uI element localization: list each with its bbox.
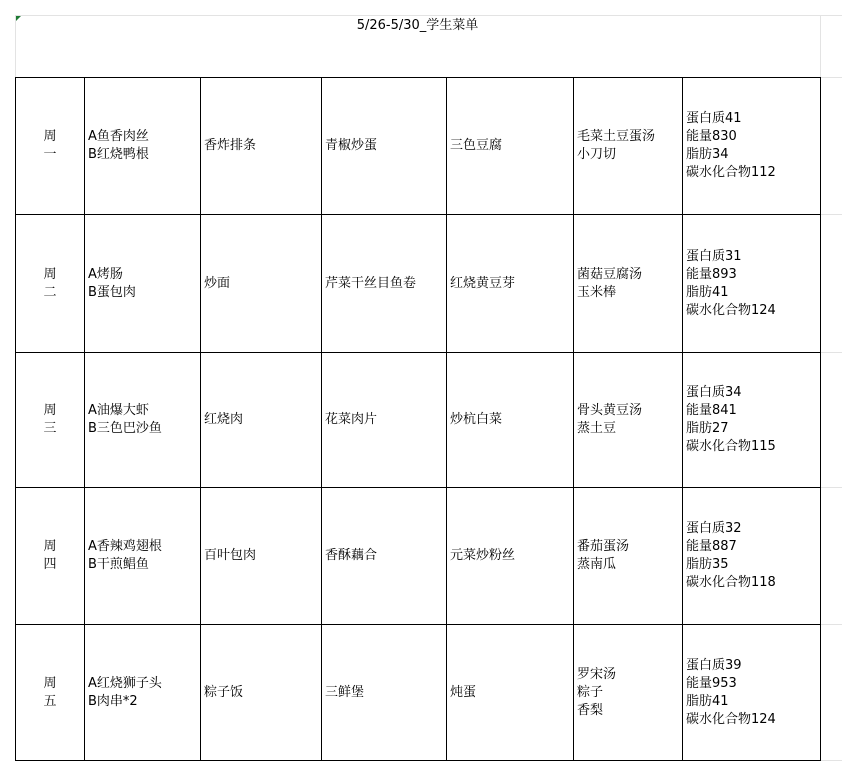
dish-cell[interactable] bbox=[201, 78, 322, 215]
nutrition-line: 脂肪41 bbox=[686, 284, 729, 300]
day-line: 三 bbox=[43, 421, 57, 436]
dish4-line: 三色豆腐 bbox=[450, 138, 503, 153]
main-line: A红烧狮子头 bbox=[88, 675, 162, 691]
dish2-line: 百叶包肉 bbox=[204, 548, 257, 563]
nutrition-line: 能量830 bbox=[686, 129, 737, 144]
day-line: 一 bbox=[43, 147, 57, 162]
soup-line: 香梨 bbox=[577, 702, 604, 718]
table-row bbox=[16, 625, 821, 761]
dish-cell[interactable] bbox=[322, 625, 447, 761]
soup-line: 菌菇豆腐汤 bbox=[577, 266, 643, 282]
main-dish-cell[interactable] bbox=[85, 625, 201, 761]
dish-cell[interactable] bbox=[201, 625, 322, 761]
vegetable-cell[interactable] bbox=[447, 625, 574, 761]
nutrition-line: 脂肪34 bbox=[686, 147, 729, 162]
day-line: 二 bbox=[43, 284, 57, 300]
cell-comment-indicator-icon bbox=[16, 16, 21, 21]
dish3-line: 芹菜干丝目鱼卷 bbox=[325, 275, 417, 291]
vegetable-cell[interactable] bbox=[447, 353, 574, 488]
gridline bbox=[820, 214, 842, 215]
soup-line: 玉米棒 bbox=[577, 284, 617, 300]
day-cell[interactable] bbox=[16, 353, 85, 488]
gridline bbox=[820, 77, 842, 78]
table-row bbox=[16, 353, 821, 488]
dish2-line: 粽子饭 bbox=[204, 684, 244, 700]
vegetable-cell[interactable] bbox=[447, 488, 574, 625]
soup-staple-cell[interactable] bbox=[574, 625, 683, 761]
dish-cell[interactable] bbox=[322, 353, 447, 488]
nutrition-line: 能量887 bbox=[686, 539, 737, 554]
title-cell[interactable] bbox=[15, 15, 820, 77]
soup-staple-cell[interactable] bbox=[574, 78, 683, 215]
soup-line: 毛菜土豆蛋汤 bbox=[577, 129, 656, 144]
main-dish-cell[interactable] bbox=[85, 488, 201, 625]
dish2-line: 香炸排条 bbox=[204, 138, 257, 153]
nutrition-cell[interactable] bbox=[683, 488, 821, 625]
soup-line: 蒸南瓜 bbox=[577, 557, 617, 572]
dish3-line: 青椒炒蛋 bbox=[325, 138, 378, 153]
soup-line: 粽子 bbox=[577, 684, 604, 700]
sheet-title: 5/26-5/30_学生菜单 bbox=[356, 18, 479, 33]
soup-staple-cell[interactable] bbox=[574, 215, 683, 353]
dish-cell[interactable] bbox=[201, 353, 322, 488]
day-line: 五 bbox=[43, 693, 57, 709]
nutrition-line: 蛋白质34 bbox=[686, 385, 742, 400]
nutrition-line: 脂肪41 bbox=[686, 693, 729, 709]
nutrition-cell[interactable] bbox=[683, 625, 821, 761]
day-line: 周 bbox=[43, 403, 57, 418]
main-line: A香辣鸡翅根 bbox=[88, 539, 162, 554]
vegetable-cell[interactable] bbox=[447, 78, 574, 215]
main-line: B红烧鸭根 bbox=[88, 147, 149, 162]
nutrition-cell[interactable] bbox=[683, 215, 821, 353]
nutrition-line: 蛋白质41 bbox=[686, 111, 742, 126]
dish3-line: 香酥藕合 bbox=[325, 548, 378, 563]
dish2-line: 红烧肉 bbox=[204, 412, 244, 427]
main-line: A烤肠 bbox=[88, 266, 123, 282]
nutrition-line: 蛋白质31 bbox=[686, 248, 742, 264]
day-line: 周 bbox=[43, 266, 57, 282]
soup-line: 番茄蛋汤 bbox=[577, 539, 630, 554]
main-line: B干煎鲳鱼 bbox=[88, 557, 149, 572]
gridline bbox=[820, 487, 842, 488]
dish-cell[interactable] bbox=[322, 78, 447, 215]
day-line: 四 bbox=[43, 557, 57, 572]
nutrition-line: 碳水化合物115 bbox=[686, 439, 776, 454]
dish-cell[interactable] bbox=[201, 215, 322, 353]
nutrition-line: 能量841 bbox=[686, 403, 737, 418]
day-cell[interactable] bbox=[16, 215, 85, 353]
main-line: B三色巴沙鱼 bbox=[88, 421, 162, 436]
nutrition-line: 碳水化合物112 bbox=[686, 165, 776, 180]
soup-line: 小刀切 bbox=[577, 147, 617, 162]
dish3-line: 三鲜堡 bbox=[325, 684, 365, 700]
soup-line: 骨头黄豆汤 bbox=[577, 403, 643, 418]
day-cell[interactable] bbox=[16, 78, 85, 215]
dish2-line: 炒面 bbox=[204, 275, 231, 291]
main-line: B肉串*2 bbox=[88, 693, 138, 709]
dish4-line: 元菜炒粉丝 bbox=[450, 548, 516, 563]
soup-line: 蒸土豆 bbox=[577, 421, 617, 436]
table-row bbox=[16, 78, 821, 215]
nutrition-line: 碳水化合物118 bbox=[686, 575, 776, 590]
dish-cell[interactable] bbox=[322, 488, 447, 625]
nutrition-line: 蛋白质32 bbox=[686, 521, 742, 536]
nutrition-line: 蛋白质39 bbox=[686, 657, 742, 673]
main-dish-cell[interactable] bbox=[85, 353, 201, 488]
soup-staple-cell[interactable] bbox=[574, 353, 683, 488]
nutrition-line: 碳水化合物124 bbox=[686, 711, 776, 727]
dish4-line: 炒杭白菜 bbox=[450, 412, 503, 427]
dish-cell[interactable] bbox=[322, 215, 447, 353]
nutrition-line: 能量893 bbox=[686, 266, 737, 282]
day-cell[interactable] bbox=[16, 625, 85, 761]
nutrition-line: 脂肪27 bbox=[686, 421, 729, 436]
day-line: 周 bbox=[43, 539, 57, 554]
table-row bbox=[16, 215, 821, 353]
main-line: B蛋包肉 bbox=[88, 284, 136, 300]
table-row bbox=[16, 488, 821, 625]
day-line: 周 bbox=[43, 675, 57, 691]
nutrition-cell[interactable] bbox=[683, 78, 821, 215]
nutrition-line: 碳水化合物124 bbox=[686, 302, 776, 318]
main-line: A油爆大虾 bbox=[88, 403, 149, 418]
dish-cell[interactable] bbox=[201, 488, 322, 625]
dish4-line: 炖蛋 bbox=[450, 684, 477, 700]
day-cell[interactable] bbox=[16, 488, 85, 625]
menu-table bbox=[15, 77, 821, 761]
day-line: 周 bbox=[43, 129, 57, 144]
soup-line: 罗宋汤 bbox=[577, 666, 617, 682]
dish4-line: 红烧黄豆芽 bbox=[450, 275, 516, 291]
gridline bbox=[820, 624, 842, 625]
gridline bbox=[820, 760, 842, 761]
main-dish-cell[interactable] bbox=[85, 215, 201, 353]
gridline bbox=[820, 352, 842, 353]
main-dish-cell[interactable] bbox=[85, 78, 201, 215]
nutrition-line: 能量953 bbox=[686, 675, 737, 691]
soup-staple-cell[interactable] bbox=[574, 488, 683, 625]
vegetable-cell[interactable] bbox=[447, 215, 574, 353]
dish3-line: 花菜肉片 bbox=[325, 412, 378, 427]
main-line: A鱼香肉丝 bbox=[88, 129, 149, 144]
nutrition-cell[interactable] bbox=[683, 353, 821, 488]
nutrition-line: 脂肪35 bbox=[686, 557, 729, 572]
